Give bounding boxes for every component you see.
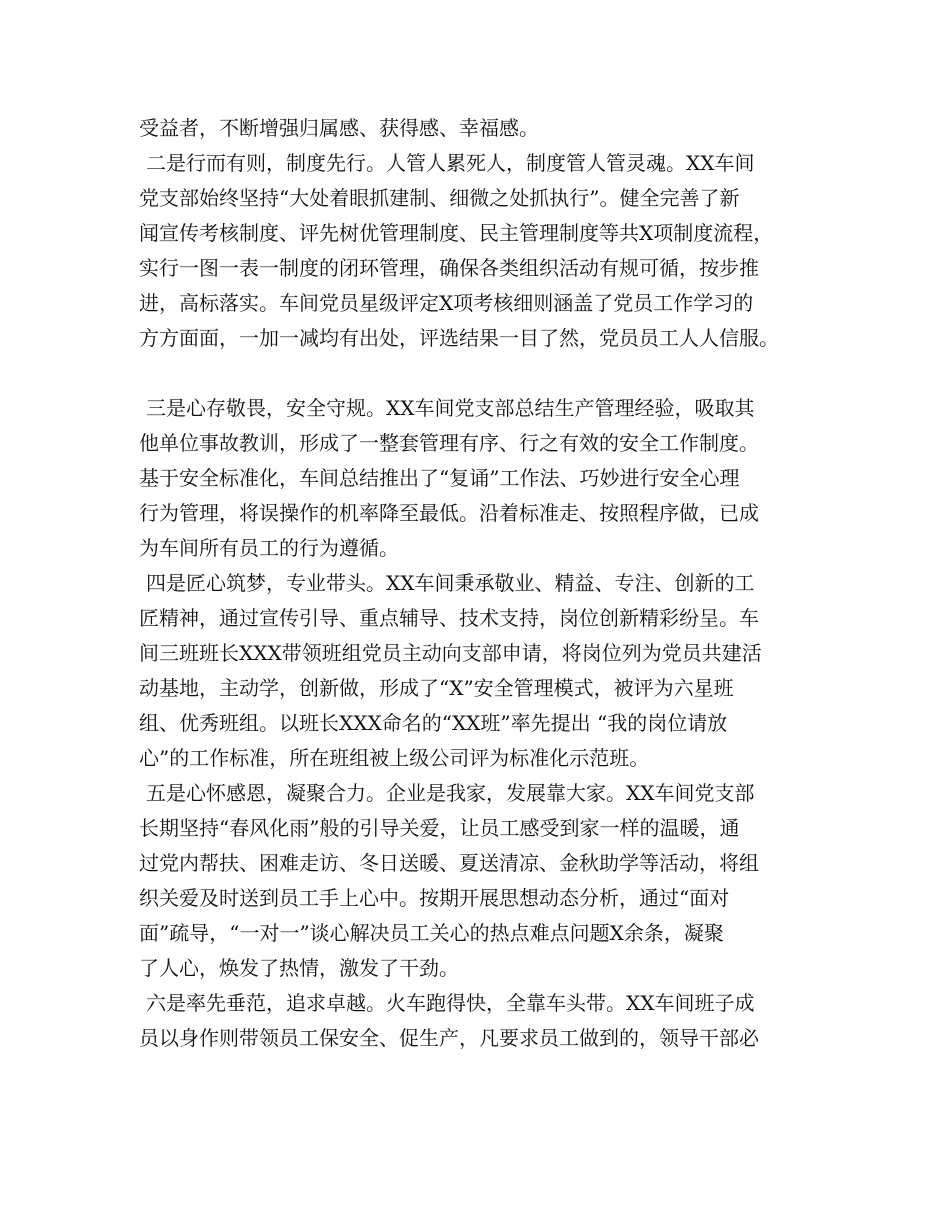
text-line: 党支部始终坚持“大处着眼抓建制、细微之处抓执行”。健全完善了新: [139, 186, 740, 210]
text-line: 了人心，焕发了热情，激发了干劲。: [139, 956, 459, 980]
text-line: 实行一图一表一制度的闭环管理，确保各类组织活动有规可循，按步推: [139, 256, 759, 280]
paragraph-start-line: 二是行而有则，制度先行。人管人累死人，制度管人管灵魂。XX车间: [146, 151, 755, 175]
paragraph-start-line: 四是匠心筑梦，专业带头。XX车间秉承敬业、精益、专注、创新的工: [146, 571, 755, 595]
paragraph-start-line: 六是率先垂范，追求卓越。火车跑得快，全靠车头带。XX车间班子成: [146, 991, 755, 1015]
text-line: 方方面面，一加一减均有出处，评选结果一目了然，党员员工人人信服。: [139, 326, 779, 350]
text-line: 过党内帮扶、困难走访、冬日送暖、夏送清凉、金秋助学等活动，将组: [139, 851, 759, 875]
text-line: 心”的工作标准，所在班组被上级公司评为标准化示范班。: [139, 746, 650, 770]
text-line: 间三班班长XXX带领班组党员主动向支部申请，将岗位列为党员共建活: [139, 641, 762, 665]
text-line: 为车间所有员工的行为遵循。: [139, 536, 399, 560]
text-line: 织关爱及时送到员工手上心中。按期开展思想动态分析，通过“面对: [139, 886, 730, 910]
paragraph-start-line: 五是心怀感恩，凝聚合力。企业是我家，发展靠大家。XX车间党支部: [146, 781, 755, 805]
text-line: 面”疏导，“一对一”谈心解决员工关心的热点难点问题X余条，凝聚: [139, 921, 724, 945]
text-line: 基于安全标准化，车间总结推出了“复诵”工作法、巧妙进行安全心理: [139, 466, 740, 490]
text-line: 组、优秀班组。以班长XXX命名的“XX班”率先提出 “我的岗位请放: [139, 711, 728, 735]
text-line: 行为管理，将误操作的机率降至最低。沿着标准走、按照程序做，已成: [139, 501, 759, 525]
text-line: 受益者，不断增强归属感、获得感、幸福感。: [139, 116, 539, 140]
text-line: 他单位事故教训，形成了一整套管理有序、行之有效的安全工作制度。: [139, 431, 759, 455]
text-line: 进，高标落实。车间党员星级评定X项考核细则涵盖了党员工作学习的: [139, 291, 754, 315]
text-line: 动基地，主动学，创新做，形成了“X”安全管理模式，被评为六星班: [139, 676, 734, 700]
text-line: 长期坚持“春风化雨”般的引导关爱，让员工感受到家一样的温暖，通: [139, 816, 740, 840]
text-line: 匠精神，通过宣传引导、重点辅导、技术支持，岗位创新精彩纷呈。车: [139, 606, 759, 630]
text-line: 闻宣传考核制度、评先树优管理制度、民主管理制度等共X项制度流程，: [139, 221, 774, 245]
text-line: 员以身作则带领员工保安全、促生产，凡要求员工做到的，领导干部必: [139, 1026, 759, 1050]
paragraph-start-line: 三是心存敬畏，安全守规。XX车间党支部总结生产管理经验，吸取其: [146, 396, 755, 420]
